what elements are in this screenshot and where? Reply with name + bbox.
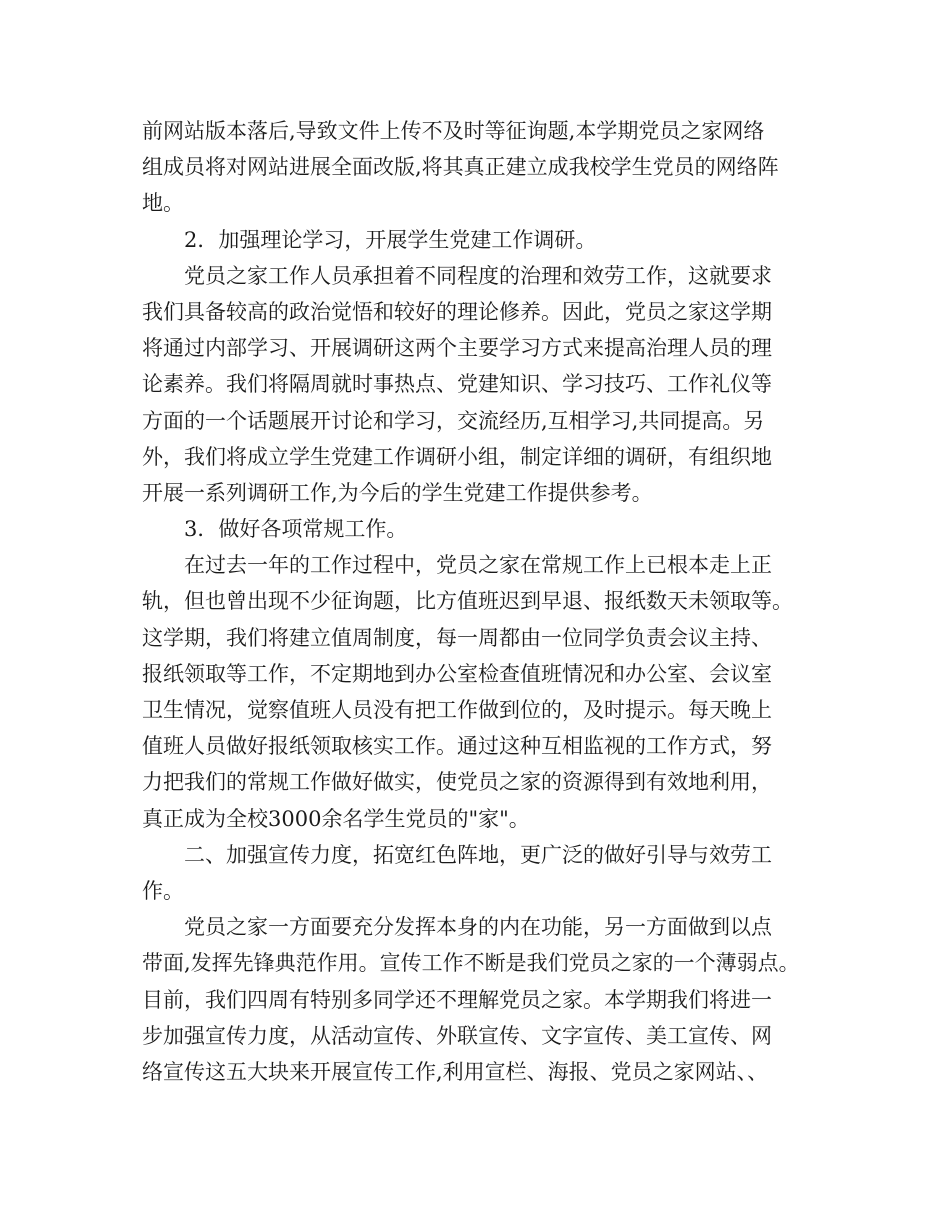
text-line: 党员之家一方面要充分发挥本身的内在功能，另一方面做到以点 xyxy=(184,915,772,940)
text-line: 前网站版本落后,导致文件上传不及时等征询题,本学期党员之家网络 xyxy=(142,119,765,143)
text-line: 值班人员做好报纸领取核实工作。通过这种互相监视的工作方式，努 xyxy=(142,734,772,759)
text-line: 地。 xyxy=(142,191,184,216)
text-line: 力把我们的常规工作做好做实，使党员之家的资源得到有效地利用， xyxy=(142,770,772,795)
text-line: 轨，但也曾出现不少征询题，比方值班迟到早退、报纸数天未领取等。 xyxy=(142,589,793,614)
text-line: 步加强宣传力度，从活动宣传、外联宣传、文字宣传、美工宣传、网 xyxy=(142,1023,772,1048)
text-line: 真正成为全校3000余名学生党员的"家"。 xyxy=(142,806,530,831)
text-line: 论素养。我们将隔周就时事热点、党建知识、学习技巧、工作礼仪等 xyxy=(142,372,772,397)
text-line: 方面的一个话题展开讨论和学习，交流经历,互相学习,共同提高。另 xyxy=(142,408,765,433)
text-line: 党员之家工作人员承担着不同程度的治理和效劳工作，这就要求 xyxy=(184,263,772,288)
text-line: 组成员将对网站进展全面改版,将其真正建立成我校学生党员的网络阵 xyxy=(142,155,779,180)
text-line: 作。 xyxy=(142,878,184,903)
section-heading: 二、加强宣传力度，拓宽红色阵地，更广泛的做好引导与效劳工 xyxy=(184,842,772,867)
text-line: 开展一系列调研工作,为今后的学生党建工作提供参考。 xyxy=(142,480,653,505)
section-heading: 2．加强理论学习，开展学生党建工作调研。 xyxy=(184,227,597,252)
text-line: 卫生情况，觉察值班人员没有把工作做到位的，及时提示。每天晚上 xyxy=(142,698,772,722)
text-line: 络宣传这五大块来开展宣传工作,利用宣栏、海报、党员之家网站、、 xyxy=(142,1059,769,1084)
text-line: 这学期，我们将建立值周制度，每一周都由一位同学负责会议主持、 xyxy=(142,625,772,650)
text-line: 我们具备较高的政治觉悟和较好的理论修养。因此，党员之家这学期 xyxy=(142,299,772,324)
text-line: 目前，我们四周有特别多同学还不理解党员之家。本学期我们将进一 xyxy=(142,987,772,1012)
text-line: 带面,发挥先锋典范作用。宣传工作不断是我们党员之家的一个薄弱点。 xyxy=(142,951,800,976)
document-body xyxy=(142,113,814,1090)
text-line: 报纸领取等工作，不定期地到办公室检查值班情况和办公室、会议室 xyxy=(142,661,772,686)
text-line: 将通过内部学习、开展调研这两个主要学习方式来提高治理人员的理 xyxy=(142,336,772,361)
text-line: 在过去一年的工作过程中，党员之家在常规工作上已根本走上正 xyxy=(184,553,772,578)
section-heading: 3．做好各项常规工作。 xyxy=(184,517,408,542)
text-line: 外，我们将成立学生党建工作调研小组，制定详细的调研，有组织地 xyxy=(142,444,772,469)
